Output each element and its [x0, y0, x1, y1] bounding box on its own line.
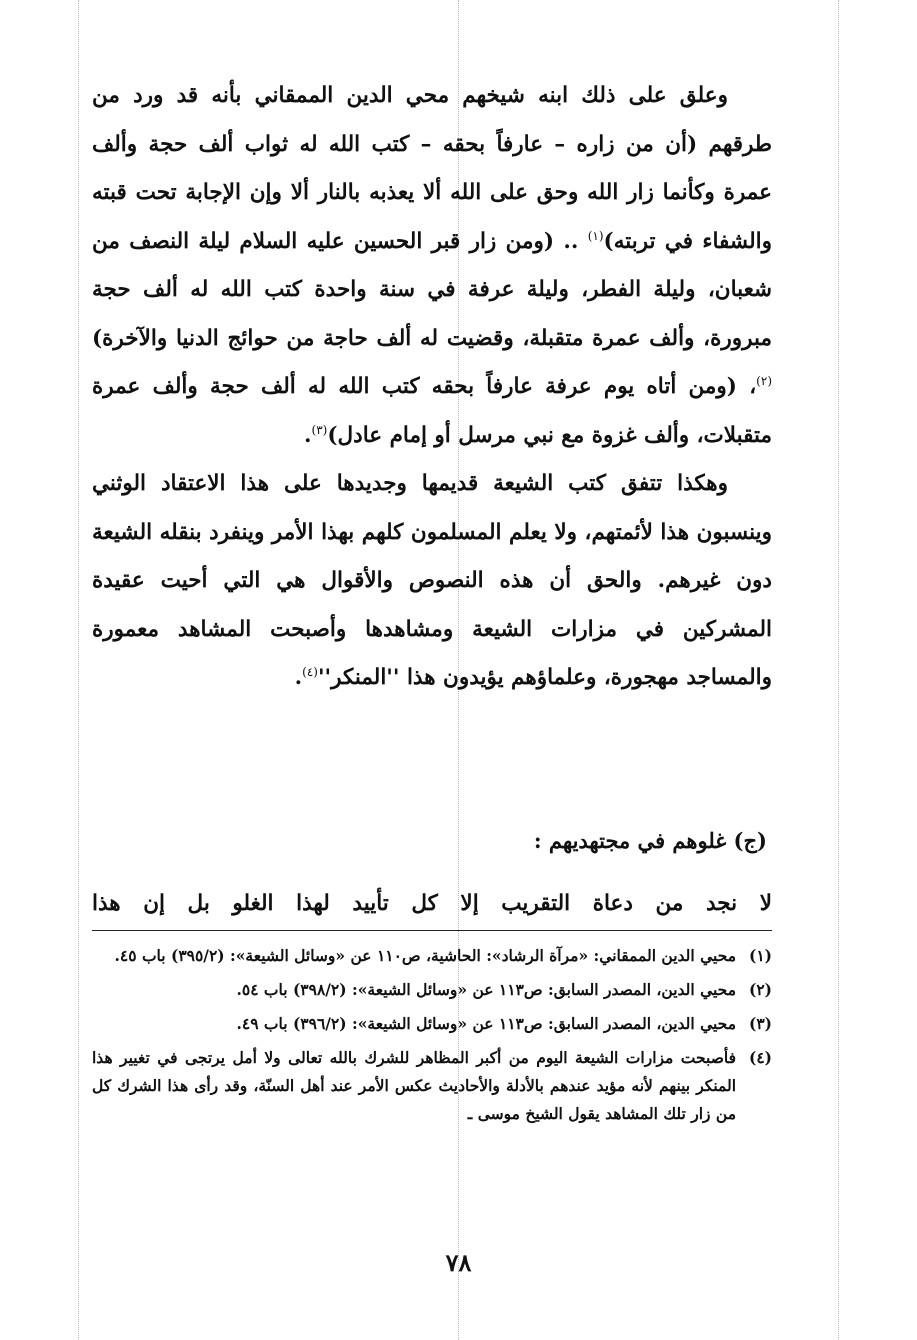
main-text-block	[92, 72, 772, 703]
paragraph-2	[92, 460, 772, 703]
footnote-3	[92, 1010, 772, 1038]
footnote-2	[92, 976, 772, 1004]
footnote-number: (٢)	[748, 980, 772, 999]
footnote-ref-3[interactable]: (٣)	[311, 422, 328, 437]
footnote-ref-4[interactable]: (٤)	[302, 664, 318, 679]
footnote-text: محيي الدين الممقاني: «مرآة الرشاد»: الحاشية، ص١١٠ عن «وسائل الشيعة»: (٣٩٥/٢) باب ٤٥.	[114, 946, 736, 965]
footnote-1	[92, 942, 772, 970]
paragraph-2-end: .	[294, 665, 303, 690]
footnotes-block	[92, 942, 772, 1134]
paragraph-1-text-part2: .. (ومن زار قبر الحسين عليه السلام ليلة النصف من شعبان، وليلة الفطر، وليلة عرفة في سنة واحدة كتب الله له ألف حجة مبرورة، وألف عمرة متقبلة، وقضيت له ألف حاجة من حوائج الدنيا والآخرة)	[92, 228, 772, 351]
footnote-number: (٤)	[748, 1048, 772, 1067]
paragraph-1-text-part3: ، (ومن أتاه يوم عرفة عارفاً بحقه كتب الله له ألف حجة وألف عمرة متقبلات، وألف غزوة مع نبي مرسل أو إمام عادل)	[92, 374, 772, 448]
footnote-4	[92, 1044, 772, 1128]
footnote-number: (١)	[748, 946, 772, 965]
footnote-text: فأصبحت مزارات الشيعة اليوم من أكبر المظاهر للشرك بالله تعالى ولا أمل يرتجى في تغيير هذا المنكر بينهم لأنه مؤيد عندهم بالأدلة والأحاديث عكس الأمر عند أهل السنّة، وقد رأى هذا الشرك كل من زار تلك المشاهد يقول الشيخ موسى ـ	[92, 1048, 736, 1123]
page-number: ٧٨	[445, 1248, 472, 1277]
footnote-ref-1[interactable]: (١)	[587, 228, 604, 243]
paragraph-3-first-line: لا نجد من دعاة التقريب إلا كل تأييد لهذا الغلو بل إن هذا	[92, 891, 772, 916]
section-heading: (ج) غلوهم في مجتهديهم :	[533, 828, 767, 853]
footnote-text: محيي الدين، المصدر السابق: ص١١٣ عن «وسائل الشيعة»: (٣٩٦/٢) باب ٤٩.	[236, 1014, 736, 1033]
scan-fold-line-left	[78, 0, 79, 1340]
paragraph-1-text: وعلق على ذلك ابنه شيخهم محي الدين الممقاني بأنه قد ورد من طرقهم (أن من زاره – عارفاً بحقه – كتب الله له ثواب ألف حجة وألف عمرة وكأنما زار الله وحق على الله ألا يعذبه بالنار ألا وإن الإجابة تحت قبته والشفاء في تربته)	[92, 83, 772, 254]
scan-fold-line-right	[838, 0, 839, 1340]
paragraph-1	[92, 72, 772, 460]
footnote-ref-2[interactable]: (٢)	[756, 373, 772, 388]
paragraph-2-text: وهكذا تتفق كتب الشيعة قديمها وجديدها على هذا الاعتقاد الوثني وينسبون هذا لأئمتهم، ولا يعلم المسلمون كلهم بهذا الأمر وينفرد بنقله الشيعة دون غيرهم. والحق أن هذه النصوص والأقوال هي التي أحيت عقيدة المشركين في مزارات الشيعة ومشاهدها وأصبحت المشاهد معمورة والمساجد مهجورة، وعلماؤهم يؤيدون هذا ''المنكر''	[92, 471, 773, 690]
paragraph-1-end: .	[304, 422, 312, 448]
footnote-text: محيي الدين، المصدر السابق: ص١١٣ عن «وسائل الشيعة»: (٣٩٨/٢) باب ٥٤.	[236, 980, 736, 999]
footnote-separator-rule	[92, 930, 772, 931]
footnote-number: (٣)	[748, 1014, 772, 1033]
